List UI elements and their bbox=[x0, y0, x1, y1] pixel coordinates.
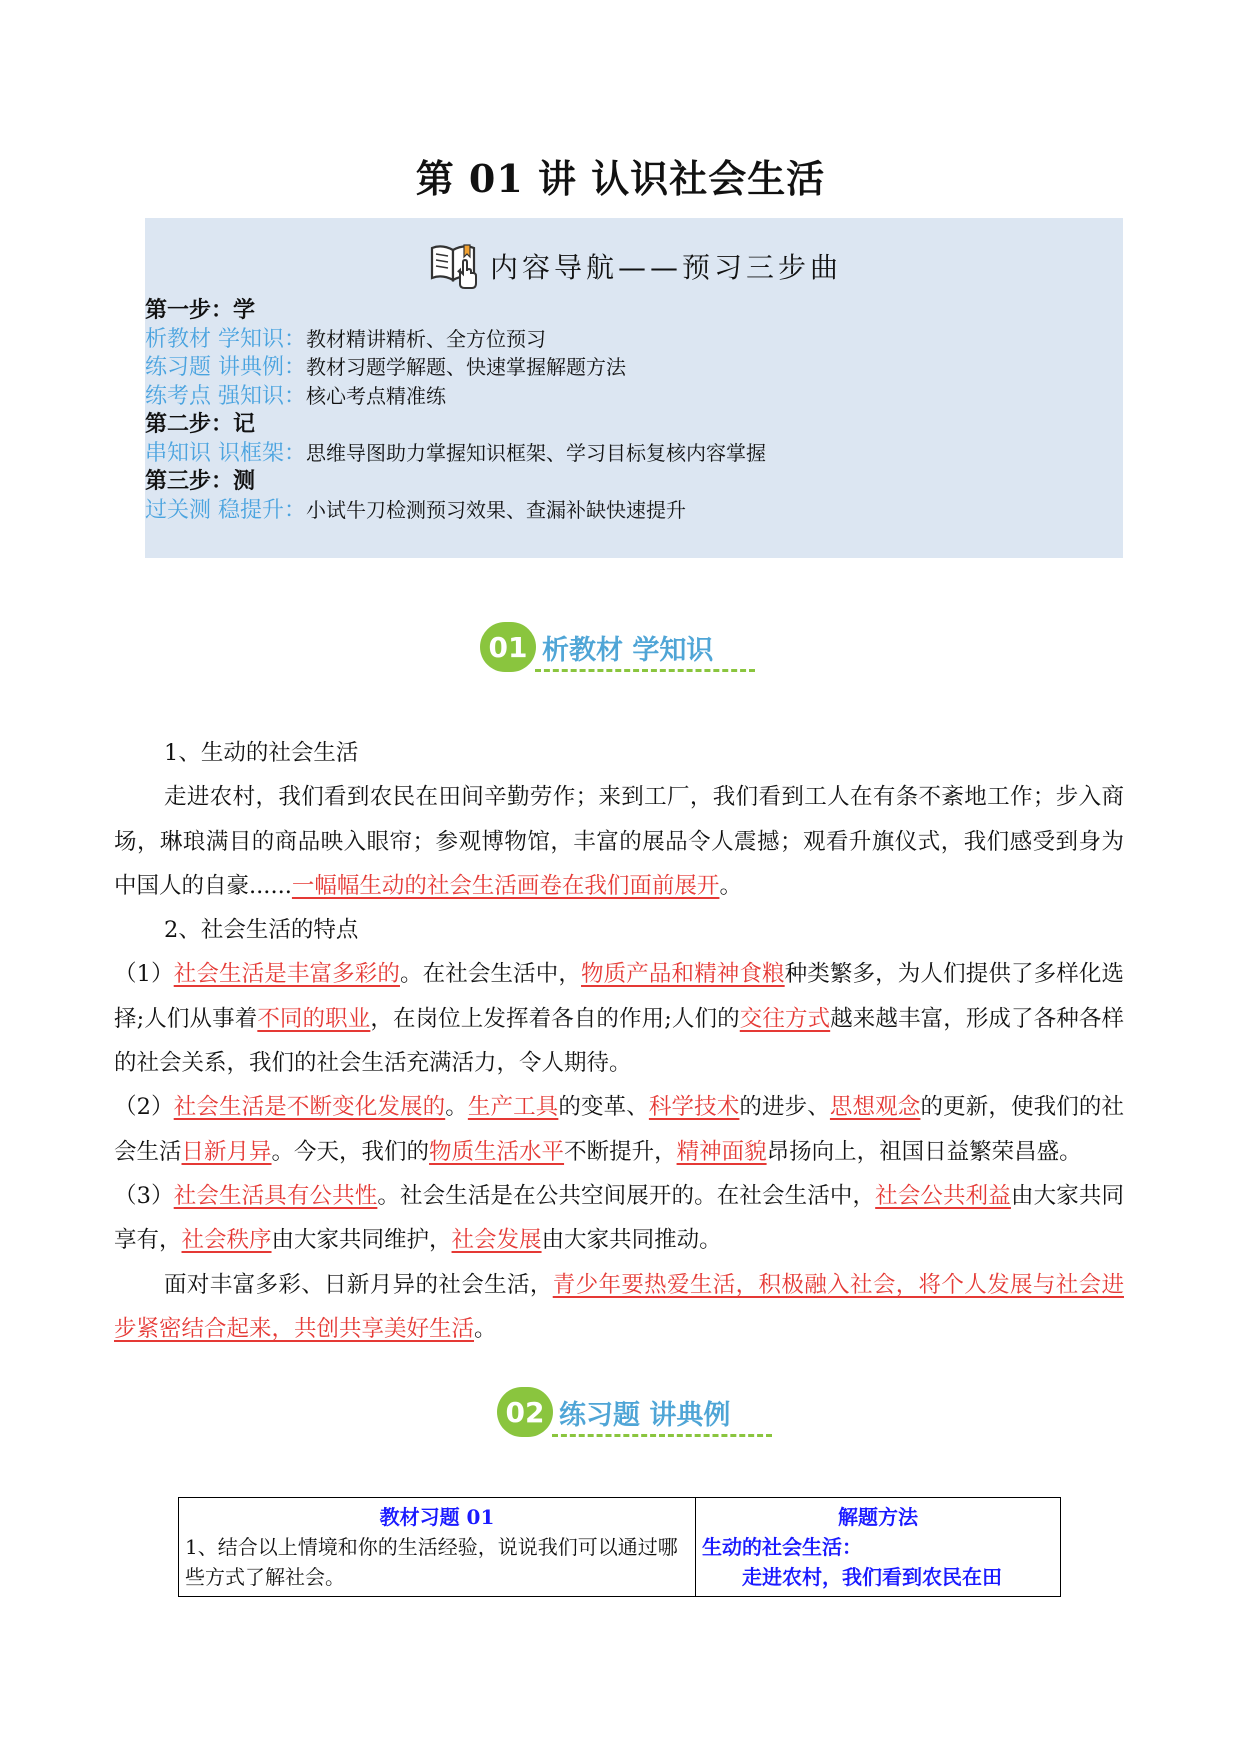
nav-item-highlight: 练习题 讲典例： bbox=[145, 355, 306, 380]
section-2-heading bbox=[497, 1387, 730, 1437]
solution-method-cell bbox=[696, 1498, 1061, 1597]
nav-item-highlight: 练考点 强知识： bbox=[145, 383, 306, 409]
exercise-question: 1、结合以上情境和你的生活经验，说说我们可以通过哪些方式了解社会。 bbox=[185, 1535, 678, 1589]
section-2-divider bbox=[552, 1434, 772, 1437]
nav-item-highlight: 串知识 识框架： bbox=[145, 440, 306, 466]
nav-item-text: 思维导图助力掌握知识框架、学习目标复核内容掌握 bbox=[306, 440, 766, 465]
nav-item-highlight: 析教材 学知识： bbox=[145, 326, 306, 352]
nav-item-text: 教材精讲精析、全方位预习 bbox=[306, 326, 546, 351]
heading-vivid-social-life: 1、生动的社会生活 bbox=[164, 740, 359, 766]
exercise-question-cell bbox=[179, 1498, 696, 1597]
nav-item-text: 核心考点精准练 bbox=[306, 383, 446, 408]
section-1-label: 析教材 学知识 bbox=[542, 634, 714, 666]
nav-header-title: 内容导航——预习三步曲 bbox=[489, 251, 842, 284]
step-2-label: 第二步：记 bbox=[145, 411, 256, 437]
section-1-heading bbox=[480, 622, 713, 672]
nav-item-text: 小试牛刀检测预习效果、查漏补缺快速提升 bbox=[306, 497, 686, 522]
book-pointer-icon bbox=[426, 238, 484, 294]
content-navigation-box bbox=[145, 218, 1123, 558]
exercise-title: 教材习题 01 bbox=[379, 1505, 495, 1529]
paragraph: 面对丰富多彩、日新月异的社会生活，青少年要热爱生活，积极融入社会，将个人发展与社会进步紧密结合起来，共创共享美好生活。 bbox=[114, 1271, 1124, 1342]
solution-method-text: 走进农村，我们看到农民在田 bbox=[742, 1565, 1002, 1589]
page-title: 第 01 讲 认识社会生活 bbox=[415, 156, 826, 201]
step-1-label: 第一步：学 bbox=[145, 297, 256, 323]
nav-steps bbox=[145, 296, 1123, 524]
nav-item-text: 教材习题学解题、快速掌握解题方法 bbox=[306, 355, 626, 379]
heading-social-life-features: 2、社会生活的特点 bbox=[164, 917, 359, 944]
section-1-divider bbox=[535, 669, 755, 672]
nav-item-highlight: 过关测 稳提升： bbox=[145, 497, 306, 523]
section-2-number: 02 bbox=[497, 1387, 553, 1437]
paragraph: （3）社会生活具有公共性。社会生活是在公共空间展开的。在社会生活中，社会公共利益由大家共同享有，社会秩序由大家共同维护，社会发展由大家共同推动。 bbox=[114, 1182, 1124, 1254]
solution-method-title: 解题方法 bbox=[838, 1505, 918, 1529]
step-3-label: 第三步：测 bbox=[145, 468, 256, 494]
solution-method-subtitle: 生动的社会生活： bbox=[702, 1535, 862, 1559]
paragraph: （1）社会生活是丰富多彩的。在社会生活中，物质产品和精神食粮种类繁多，为人们提供了多样化选择;人们从事着不同的职业，在岗位上发挥着各自的作用;人们的交往方式越来越丰富，形成了各种各样的社会关系，我们的社会生活充满活力，令人期待。 bbox=[114, 961, 1124, 1077]
section-2-label: 练习题 讲典例 bbox=[559, 1399, 731, 1431]
paragraph: 走进农村，我们看到农民在田间辛勤劳作；来到工厂，我们看到工人在有条不紊地工作；步入商场，琳琅满目的商品映入眼帘；参观博物馆，丰富的展品令人震撼；观看升旗仪式，我们感受到身为中国人的自豪......一幅幅生动的社会生活画卷在我们面前展开。 bbox=[114, 784, 1124, 899]
paragraph: （2）社会生活是不断变化发展的。生产工具的变革、科学技术的进步、思想观念的更新，使我们的社会生活日新月异。今天，我们的物质生活水平不断提升，精神面貌昂扬向上，祖国日益繁荣昌盛。 bbox=[114, 1094, 1124, 1165]
section-1-number: 01 bbox=[480, 622, 536, 672]
lesson-content bbox=[114, 731, 1124, 1351]
exercise-table bbox=[178, 1497, 1061, 1597]
nav-header bbox=[145, 238, 1123, 294]
